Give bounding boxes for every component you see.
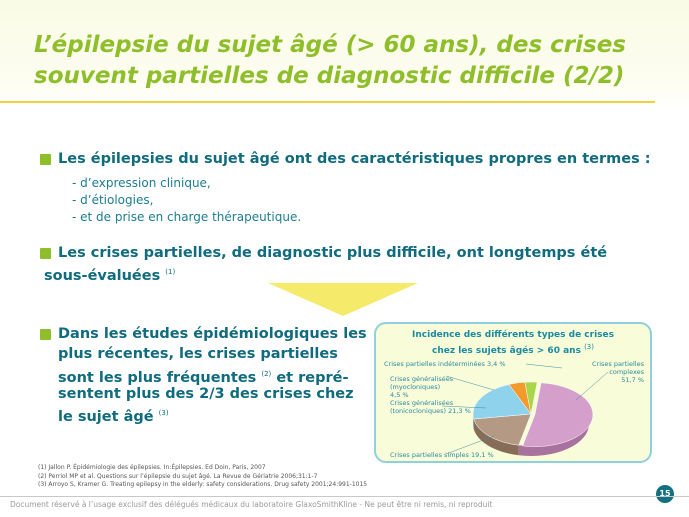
label-generalisees-tonicocloniques: Crises généralisées (tonicocloniques) 21,3 % [390,399,471,415]
reference-item: (3) Arroyo S, Kramer G. Treating epilepsy in the elderly: safety considerations. Drug safety 2001;24:991-1015 [38,481,368,488]
bullet-3-line4: sentent plus des 2/3 des crises chez [58,386,354,402]
down-arrow-icon [268,283,418,316]
reference-item: (2) Perriol MP et al. Questions sur l’épilepsie du sujet âgé. La Revue de Gériatrie 2006;31:1-7 [38,472,318,480]
bullet-square-icon [40,329,51,340]
reference-item: (1) Jallon P. Épidémiologie des épilepsies. In:Épilepsies. Ed Doin, Paris, 2007 [38,464,266,471]
page-number: 15 [656,485,674,503]
bullet-square-icon [40,154,51,165]
bullet-square-icon [40,248,51,259]
bullet-3-line5: le sujet âgé $^{(3)}$ [58,408,169,425]
label-generalisees-myocloniques: Crises généralisées (myocloniques) 4,5 % [390,375,454,399]
reference-marker: (1) [165,268,176,276]
bullet-1-subitem: - d’étiologies, [72,193,154,207]
footer [0,496,689,517]
bullet-1-text: Les épilepsies du sujet âgé ont des caractéristiques propres en termes : [58,151,651,167]
label-partielles-complexes: Crises partielles complexes 51,7 % [592,360,644,384]
bullet-3-line2: plus récentes, les crises partielles [58,346,338,362]
references [38,464,367,490]
label-partielles-indeterminees: Crises partielles indéterminées 3,4 % [384,360,506,368]
footer-disclaimer: Document réservé à l’usage exclusif des délégués médicaux du laboratoire GlaxoSmithKline - Ne peut être ni remis, ni reproduit [10,500,493,509]
bullet-3-line3: sont les plus fréquentes $^{(2)}$ et repré- [58,369,349,386]
title-divider [0,101,655,103]
label-partielles-simples: Crises partielles simples 19,1 % [390,451,494,459]
leader-line [446,376,494,390]
bullet-3-line1: Dans les études épidémiologiques les [58,326,367,342]
pie-chart-panel [374,322,652,463]
chart-title: Incidence des différents types de crises chez les sujets âgés > 60 ans $^{(3)}$ [412,330,614,356]
slide-title: L’épilepsie du sujet âgé (> 60 ans), des crises souvent partielles de diagnostic difficile (2/2) [34,32,626,89]
bullet-1-subitem: - et de prise en charge thérapeutique. [72,210,302,224]
bullet-2-line2: sous-évaluées $^{(1)}$ [44,267,176,284]
bullet-1-subitem: - d’expression clinique, [72,176,211,190]
bullet-2-line1: Les crises partielles, de diagnostic plus difficile, ont longtemps été [58,245,608,261]
